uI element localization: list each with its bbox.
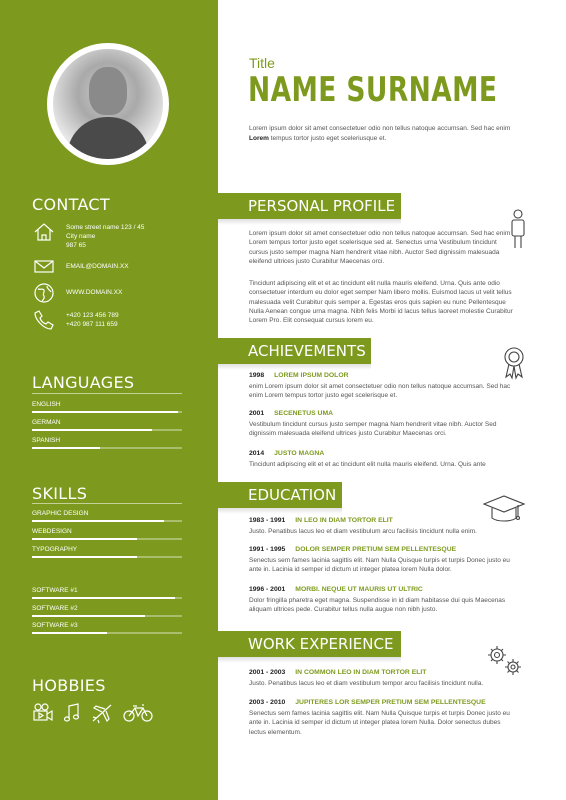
education-entry-head: 1983 - 1991 IN LEO IN DIAM TORTOR ELIT — [249, 517, 393, 524]
achievement-entry-head: 2001 SECENETUS UMA — [249, 410, 334, 417]
gears-icon — [484, 643, 524, 677]
contact-email — [32, 256, 129, 276]
education-entry-head: 1996 - 2001 MORBI. NEQUE UT MAURIS UT ULTRIC — [249, 586, 423, 593]
graduation-cap-icon — [483, 494, 525, 528]
section-banner-education: EDUCATION — [218, 482, 342, 508]
web-link[interactable]: WWW.DOMAIN.XX — [66, 289, 123, 296]
work-text: Justo. Penatibus lacus leo et diam vestibulum tempor arcu facilisis tincidunt nulla. — [249, 680, 484, 687]
skill-bar — [32, 520, 182, 522]
language-bar — [32, 429, 182, 431]
address-line-3: 987 65 — [66, 242, 86, 249]
envelope-icon — [32, 256, 56, 276]
address-line-1: Some street name 123 / 45 — [66, 224, 145, 231]
email-link[interactable]: EMAIL@DOMAIN.XX — [66, 263, 129, 270]
contact-web — [32, 281, 122, 305]
work-text: Senectus sem fames lacinia sagittis elit. Nam Nulla Quisque turpis et turpis Donec justo eu ante in. Lacinia id semper id dictum ut integer platea lorem Nulla. Dolor senectus dubes lectus elementum. — [249, 710, 510, 736]
phone-icon — [32, 308, 56, 332]
address-line-2: City name — [66, 233, 96, 240]
skill-label: WEBDESIGN — [32, 528, 72, 535]
skills-heading: SKILLS — [32, 484, 88, 503]
achievement-entry-head: 2014 JUSTO MAGNA — [249, 450, 325, 457]
globe-icon — [32, 281, 56, 305]
education-text: Senectus sem fames lacinia sagittis elit. Nam Nulla Quisque turpis et turpis Donec justo eu ante in. Lacinia id semper id dictum ut integer platea lorem Nulla dolor. — [249, 557, 510, 574]
phone-2: +420 987 111 659 — [66, 321, 118, 328]
skill-label: SOFTWARE #3 — [32, 622, 78, 629]
section-banner-profile: PERSONAL PROFILE — [218, 193, 401, 219]
achievement-entry-head: 1998 LOREM IPSUM DOLOR — [249, 372, 349, 379]
main-content — [218, 0, 566, 800]
divider — [32, 393, 182, 394]
skill-bar — [32, 538, 182, 540]
profile-paragraph: Tincidunt adipiscing elit et et ac tincidunt elit nulla mauris eleifend. Urna. Quis ante odio consectetuer interdum eu dolor eget semper Nam libero mollis. Euismod lacus ut velit tellus malesuada velit Curabitur quis semper a. Egestas eros quis sapien eu nunc Pellentesque Nulla Aenean congue urna magna. Nibh felis Morbi id lacus tellus laoreet molestie Curabitur Lorem Pro. Elit consequat cursus lorem eu. — [249, 280, 513, 325]
skill-label: GRAPHIC DESIGN — [32, 510, 89, 517]
contact-phone — [32, 308, 119, 332]
skill-bar — [32, 597, 182, 599]
profile-photo — [47, 43, 169, 165]
phone-1: +420 123 456 789 — [66, 312, 119, 319]
language-bar — [32, 411, 182, 413]
skill-bar — [32, 632, 182, 634]
achievement-text: Vestibulum tincidunt cursus justo semper magna Nam hendrerit vitae nibh. Auctor Sed dignissim malesuada eleifend ultrices justo Curabitur Maecenas orci. — [249, 421, 497, 438]
intro-bold: Lorem — [249, 134, 269, 142]
sidebar — [0, 0, 218, 800]
intro-tail: tempus tortor justo eget sceleriusque et. — [270, 134, 387, 142]
skill-label: TYPOGRAPHY — [32, 546, 78, 553]
language-label: ENGLISH — [32, 401, 61, 408]
contact-heading: CONTACT — [32, 195, 110, 214]
intro-text — [249, 124, 529, 143]
contact-address — [32, 220, 144, 250]
achievement-text: enim Lorem ipsum dolor sit amet consectetuer odio non tellus natoque accumsan. Sed hac enim Lorem tempus tortor justo eget scelerisque et. — [249, 383, 511, 400]
skill-label: SOFTWARE #2 — [32, 605, 78, 612]
video-camera-icon — [32, 702, 54, 724]
language-label: GERMAN — [32, 419, 61, 426]
skill-label: SOFTWARE #1 — [32, 587, 78, 594]
education-text: Justo. Penatibus lacus leo et diam vestibulum arcu facilisis tincidunt nulla enim. — [249, 528, 477, 535]
section-banner-work: WORK EXPERIENCE — [218, 631, 401, 657]
divider — [32, 503, 182, 504]
education-text: Dolor fringilla pharetra eget magna. Suspendisse in id diam habitasse dui quis Maecenas aliquam ultrices pede. Curabitur tellus nulla augue non nibh justo. — [249, 597, 506, 614]
home-icon — [32, 220, 56, 244]
section-banner-achievements: ACHIEVEMENTS — [218, 338, 371, 364]
award-medal-icon — [501, 345, 527, 381]
intro-plain: Lorem ipsum dolor sit amet consectetuer odio non tellus natoque accumsan. Sed hac enim — [249, 125, 511, 132]
skill-bar — [32, 615, 182, 617]
hobbies-list — [32, 702, 154, 724]
language-label: SPANISH — [32, 437, 61, 444]
hobbies-heading: HOBBIES — [32, 676, 106, 695]
bicycle-icon — [122, 702, 154, 724]
language-bar — [32, 447, 182, 449]
work-entry-head: 2003 - 2010 JUPITERES LOR SEMPER PRETIUM SEM PELLENTESQUE — [249, 699, 486, 706]
job-title: Title — [249, 55, 275, 71]
music-note-icon — [62, 702, 82, 724]
profile-paragraph: Lorem ipsum dolor sit amet consectetuer odio non tellus natoque accumsan. Sed hac enim Lorem tempus tortor justo eget scelerisque sed at. Senectus urna Vestibulum tincidunt cursus justo semper magna Nam hendrerit vitae nibh. Auctor Sed dignissim malesuada eleifend ultrices justo Curabitur Maecenas orci. — [249, 230, 511, 265]
skill-bar — [32, 556, 182, 558]
work-entry-head: 2001 - 2003 IN COMMON LEO IN DIAM TORTOR ELIT — [249, 669, 427, 676]
languages-heading: LANGUAGES — [32, 373, 135, 392]
education-entry-head: 1991 - 1995 DOLOR SEMPER PRETIUM SEM PELLENTESQUE — [249, 546, 457, 553]
achievement-text: Tincidunt adipiscing elit et et ac tincidunt elit nulla mauris eleifend. Urna. Quis ante — [249, 461, 486, 468]
full-name: NAME SURNAME — [248, 70, 498, 110]
airplane-icon — [90, 702, 114, 724]
